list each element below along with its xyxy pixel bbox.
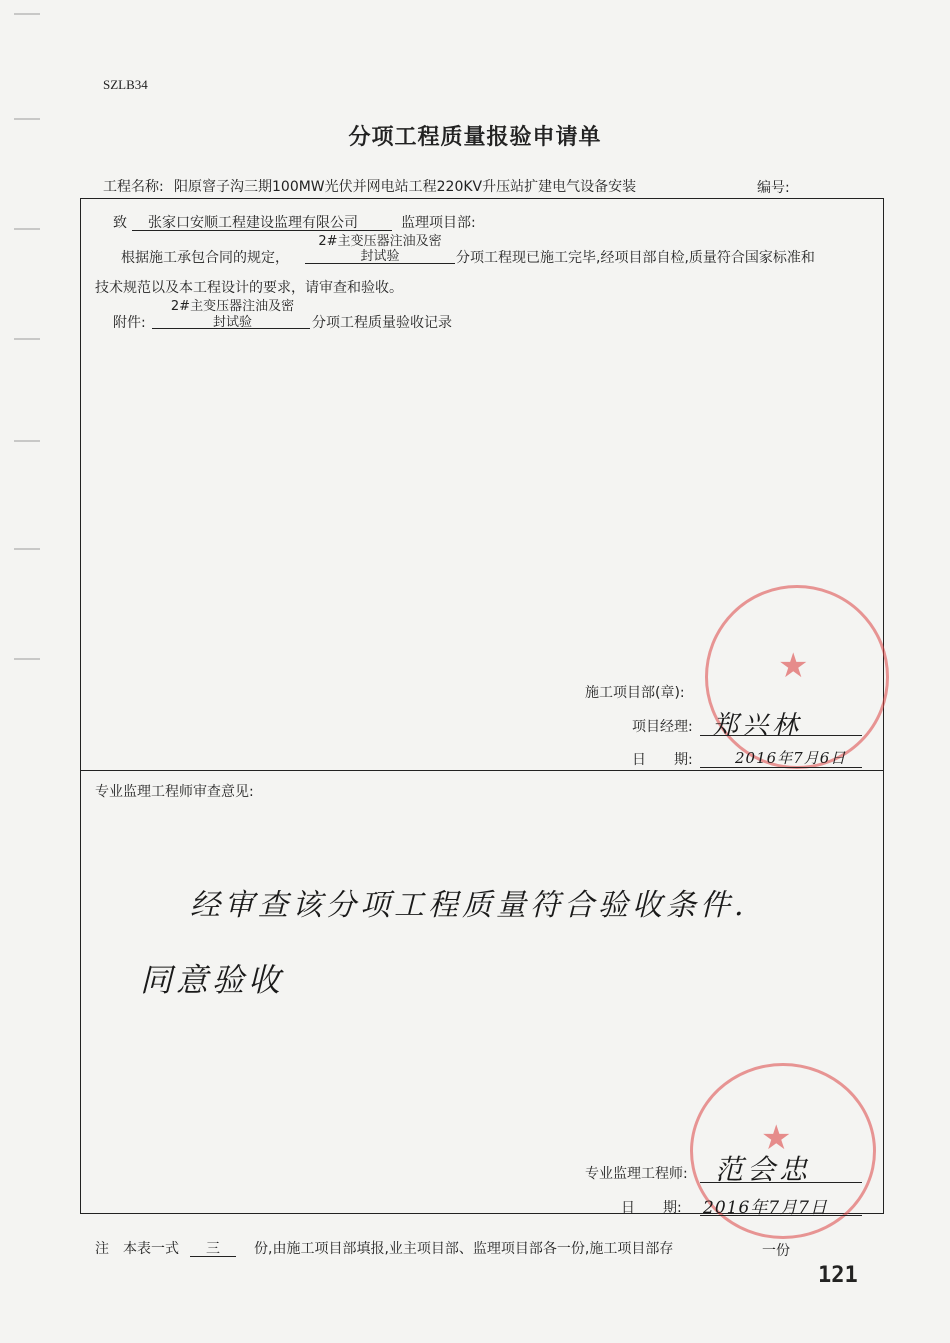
engineer-label: 专业监理工程师: [585, 1166, 688, 1182]
review-opinion-line1: 经审查该分项工程质量符合验收条件. [190, 888, 748, 923]
attachment-underline [152, 328, 310, 329]
note-tail: 一份 [762, 1243, 790, 1259]
completion-statement: 分项工程现已施工完毕,经项目部自检,质量符合国家标准和 [456, 250, 815, 266]
page-number: 121 [818, 1263, 858, 1288]
review-date-underline [700, 1215, 862, 1216]
contractor-date-underline [700, 767, 862, 768]
page-title: 分项工程质量报验申请单 [348, 125, 602, 150]
project-name-value: 阳原窨子沟三期100MW光伏并网电站工程220KV升压站扩建电气设备安装 [174, 179, 637, 195]
manager-signature: 郑兴林 [712, 711, 803, 741]
contractor-dept-label: 施工项目部(章): [585, 685, 685, 701]
stamp-star-icon: ★ [761, 1118, 792, 1158]
contractor-date-value: 2016年7月6日 [735, 749, 847, 767]
review-label: 专业监理工程师审查意见: [95, 784, 254, 800]
review-opinion-line2: 同意验收 [140, 961, 285, 999]
item-name-line2: 封试验 [360, 249, 400, 264]
note-prefix: 注 本表一式 [95, 1241, 179, 1257]
project-name-label: 工程名称: [103, 179, 164, 195]
to-suffix: 监理项目部: [401, 215, 476, 231]
manager-underline [700, 735, 862, 736]
engineer-underline [700, 1182, 862, 1183]
copies-underline [190, 1256, 236, 1257]
attachment-name-line1: 2#主变压器注油及密 [170, 299, 295, 314]
number-label: 编号: [757, 180, 790, 196]
to-prefix: 致 [113, 215, 127, 231]
stamp-star-icon: ★ [778, 646, 809, 686]
form-code: SZLB34 [103, 77, 148, 92]
attachment-label: 附件: [113, 315, 146, 331]
item-underline [305, 263, 455, 264]
note-copies: 三 [206, 1241, 220, 1257]
supervisor-company: 张家口安顺工程建设监理有限公司 [148, 215, 358, 231]
section-divider [80, 770, 884, 771]
engineer-signature: 范会忠 [715, 1153, 812, 1186]
review-date-label: 日 期: [621, 1200, 682, 1216]
contract-clause: 根据施工承包合同的规定， [121, 250, 289, 266]
review-date-value: 2016年7月7日 [703, 1198, 828, 1218]
attachment-name-line2: 封试验 [212, 315, 252, 330]
project-manager-label: 项目经理: [632, 719, 693, 735]
contractor-date-label: 日 期: [632, 752, 693, 768]
attachment-suffix: 分项工程质量验收记录 [312, 315, 452, 331]
compliance-statement: 技术规范以及本工程设计的要求，请审查和验收。 [95, 280, 403, 296]
item-name-line1: 2#主变压器注油及密 [318, 234, 442, 249]
note-suffix: 份,由施工项目部填报,业主项目部、监理项目部各一份,施工项目部存 [254, 1241, 674, 1257]
